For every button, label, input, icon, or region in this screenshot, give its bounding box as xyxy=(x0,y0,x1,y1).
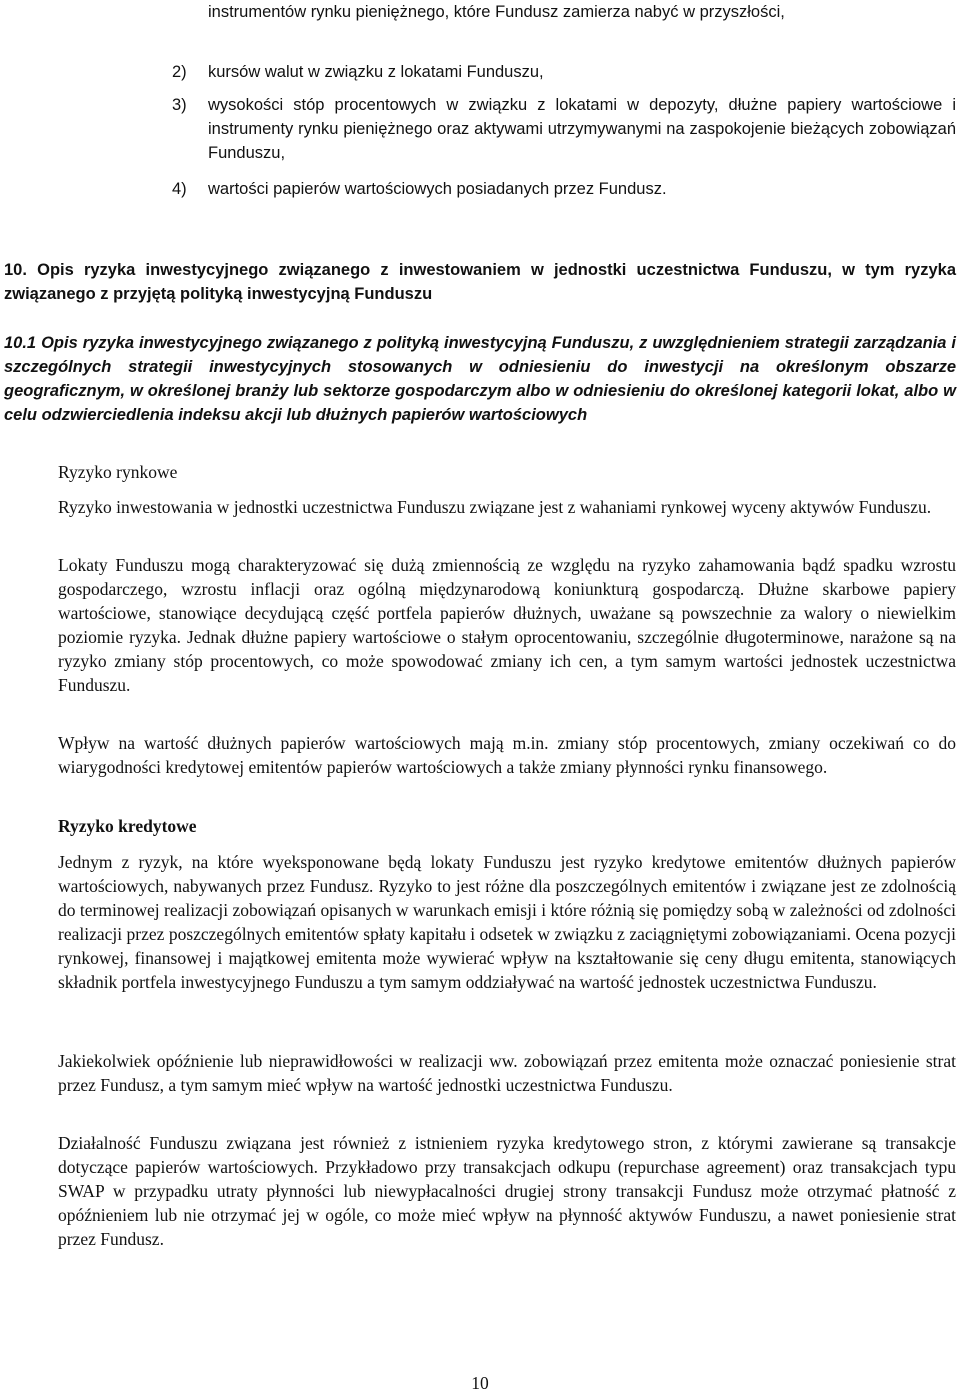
list-item xyxy=(172,93,956,165)
list-item xyxy=(172,60,956,84)
list-item-number: 3) xyxy=(172,96,187,114)
list-item xyxy=(172,177,956,201)
paragraph: Ryzyko inwestowania w jednostki uczestnictwa Funduszu związane jest z wahaniami rynkowej wyceny aktywów Funduszu. xyxy=(58,497,932,517)
list-item-text: wartości papierów wartościowych posiadanych przez Fundusz. xyxy=(208,180,667,198)
list-item-text: kursów walut w związku z lokatami Funduszu, xyxy=(208,63,544,81)
paragraph: Jednym z ryzyk, na które wyeksponowane będą lokaty Funduszu jest ryzyko kredytowe emitentów dłużnych papierów wartościowych, nabywanych przez Fundusz. Ryzyko to jest różne dla poszczególnych emitentów i związane jest ze zdolnością do terminowej realizacji zobowiązań opisanych w warunkach emisji i które różnią się pomiędzy sobą w zależności od zdolności realizacji przez poszczególnych emitentów spłaty kapitału i odsetek w związku z zaciągniętymi zobowiązaniami. Ocena pozycji rynkowej, finansowej i majątkowej emitenta może wywierać wpływ na kształtowanie się ceny długu emitenta, stanowiących składnik portfela inwestycyjnego Funduszu a tym samym oddziaływać na wartość jednostek uczestnictwa Funduszu. xyxy=(58,852,956,992)
list-item-number: 2) xyxy=(172,63,187,81)
market-risk-title: Ryzyko rynkowe xyxy=(58,462,178,482)
list-item-text: wysokości stóp procentowych w związku z lokatami w depozyty, dłużne papiery wartościowe i instrumenty rynku pieniężnego oraz aktywami utrzymywanymi na zaspokojenie bieżących zobowiązań Funduszu, xyxy=(208,96,956,162)
list-continuation: instrumentów rynku pieniężnego, które Fundusz zamierza nabyć w przyszłości, xyxy=(208,3,785,21)
credit-risk-title: Ryzyko kredytowe xyxy=(58,816,197,836)
paragraph: Lokaty Funduszu mogą charakteryzować się dużą zmiennością ze względu na ryzyko zahamowania bądź spadku wzrostu gospodarczego, wzrostu inflacji oraz ogólną międzynarodową koniunkturą gospodarczą. Dłużne skarbowe papiery wartościowe, stanowiące decydującą część portfela papierów dłużnych, uważane są powszechnie za walory o niewielkim poziomie ryzyka. Jednak dłużne papiery wartościowe o stałym oprocentowaniu, szczególnie długoterminowe, narażone są na ryzyko zmiany stóp procentowych, co może spowodować zmiany ich cen, a tym samym wartości jednostek uczestnictwa Funduszu. xyxy=(58,555,956,695)
paragraph: Wpływ na wartość dłużnych papierów wartościowych mają m.in. zmiany stóp procentowych, zmiany oczekiwań co do wiarygodności kredytowej emitentów papierów wartościowych a także zmiany płynności rynku finansowego. xyxy=(58,733,956,777)
list-item-number: 4) xyxy=(172,180,187,198)
paragraph: Jakiekolwiek opóźnienie lub nieprawidłowości w realizacji ww. zobowiązań przez emitenta może oznaczać poniesienie strat przez Fundusz, a tym samym mieć wpływ na wartość jednostki uczestnictwa Funduszu. xyxy=(58,1051,956,1095)
page-number: 10 xyxy=(471,1373,489,1393)
section-heading: 10. Opis ryzyka inwestycyjnego związanego z inwestowaniem w jednostki uczestnictwa Funduszu, w tym ryzyka związanego z przyjętą polityką inwestycyjną Funduszu xyxy=(4,261,956,303)
paragraph: Działalność Funduszu związana jest również z istnieniem ryzyka kredytowego stron, z którymi zawierane są transakcje dotyczące papierów wartościowych. Przykładowo przy transakcjach odkupu (repurchase agreement) oraz transakcjach typu SWAP w przypadku utraty płynności lub niewypłacalności drugiej strony transakcji Fundusz może otrzymać płatność z opóźnieniem lub nie otrzymać jej w ogóle, co może mieć wpływ na płynność aktywów Funduszu, a nawet poniesienie strat przez Fundusz. xyxy=(58,1133,956,1249)
subsection-heading: 10.1 Opis ryzyka inwestycyjnego związanego z polityką inwestycyjną Funduszu, z uwzględnieniem strategii zarządzania i szczególnych strategii inwestycyjnych stosowanych w odniesieniu do inwestycji na określonym obszarze geograficznym, w określonej branży lub sektorze gospodarczym albo w odniesieniu do określonej kategorii lokat, albo w celu odzwierciedlenia indeksu akcji lub dłużnych papierów wartościowych xyxy=(4,334,956,424)
